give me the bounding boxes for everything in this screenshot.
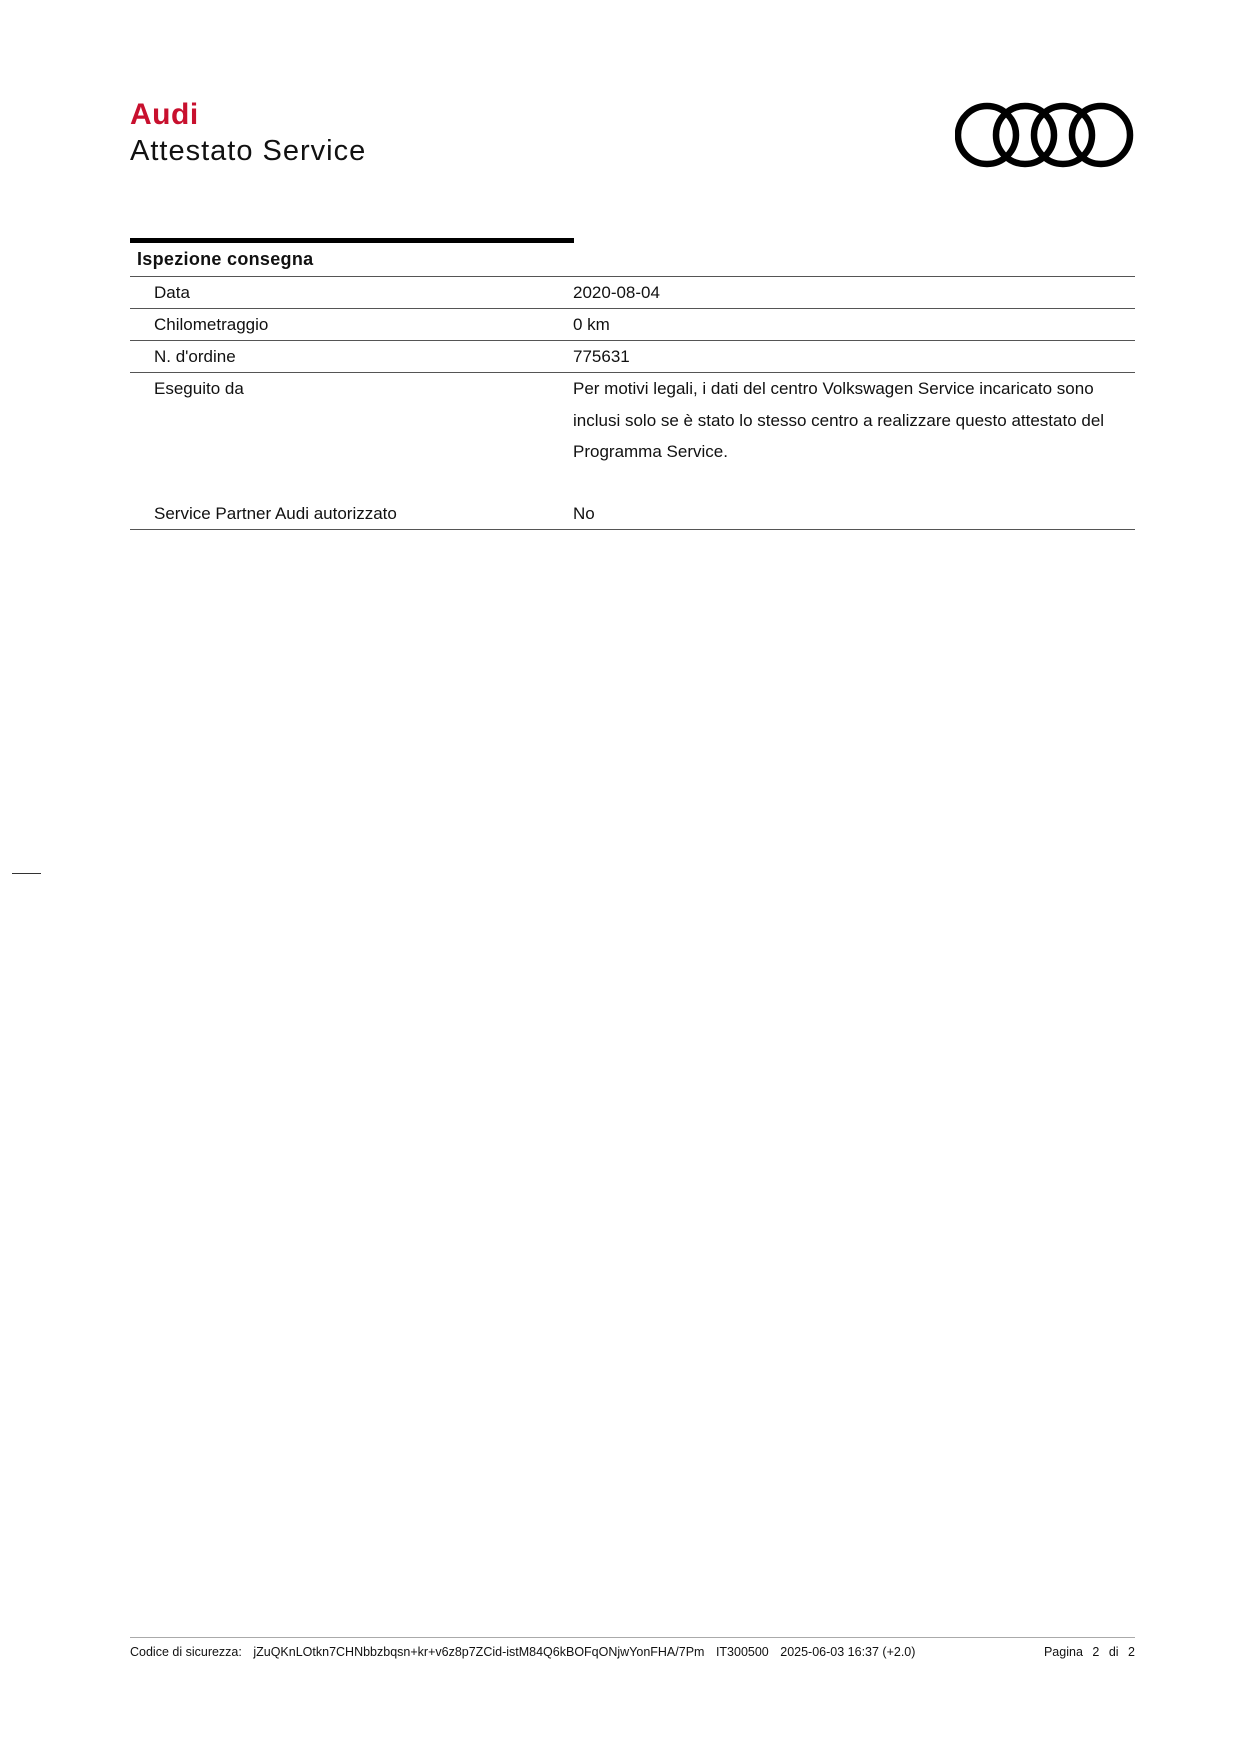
table-row-mileage	[130, 308, 1135, 340]
section-title: Ispezione consegna	[137, 249, 314, 269]
row-label: Chilometraggio	[154, 315, 269, 334]
table-row-performed-by	[130, 372, 1135, 468]
row-value: 0 km	[573, 315, 610, 334]
page-total: 2	[1128, 1645, 1135, 1659]
fold-mark	[12, 873, 41, 874]
security-code-label: Codice di sicurezza:	[130, 1645, 242, 1659]
table-row-order-number	[130, 340, 1135, 372]
table-row-authorized-partner	[130, 498, 1135, 529]
page-of: di	[1108, 1645, 1119, 1659]
print-timestamp: 2025-06-03 16:37 (+2.0)	[780, 1645, 916, 1659]
footer-security-info	[130, 1645, 923, 1659]
page-number	[1038, 1645, 1135, 1659]
document-header	[130, 98, 366, 168]
row-label: N. d'ordine	[154, 347, 236, 366]
row-value: Per motivi legali, i dati del centro Volkswagen Service incaricato sono inclusi solo se è stato lo stesso centro a realizzare questo attestato del Programma Service.	[573, 379, 1105, 461]
row-label: Data	[154, 283, 190, 302]
inspection-section	[130, 238, 1135, 530]
page-label: Pagina	[1043, 1645, 1083, 1659]
row-value: 775631	[573, 347, 630, 366]
document-title: Attestato Service	[130, 135, 367, 167]
row-label: Eseguito da	[154, 379, 244, 398]
page-current: 2	[1092, 1645, 1100, 1659]
brand-name: Audi	[130, 98, 199, 131]
row-label: Service Partner Audi autorizzato	[154, 503, 397, 523]
dealer-code: IT300500	[715, 1645, 769, 1659]
audi-rings-logo	[955, 100, 1135, 170]
row-value: 2020-08-04	[573, 283, 660, 302]
row-value: No	[573, 503, 595, 523]
section-bottom-rule	[130, 529, 1135, 530]
table-row-date	[130, 276, 1135, 308]
page-footer	[130, 1637, 1135, 1659]
security-code: jZuQKnLOtkn7CHNbbzbqsn+kr+v6z8p7ZCid-istM84Q6kBOFqONjwYonFHA/7Pm	[253, 1645, 705, 1659]
